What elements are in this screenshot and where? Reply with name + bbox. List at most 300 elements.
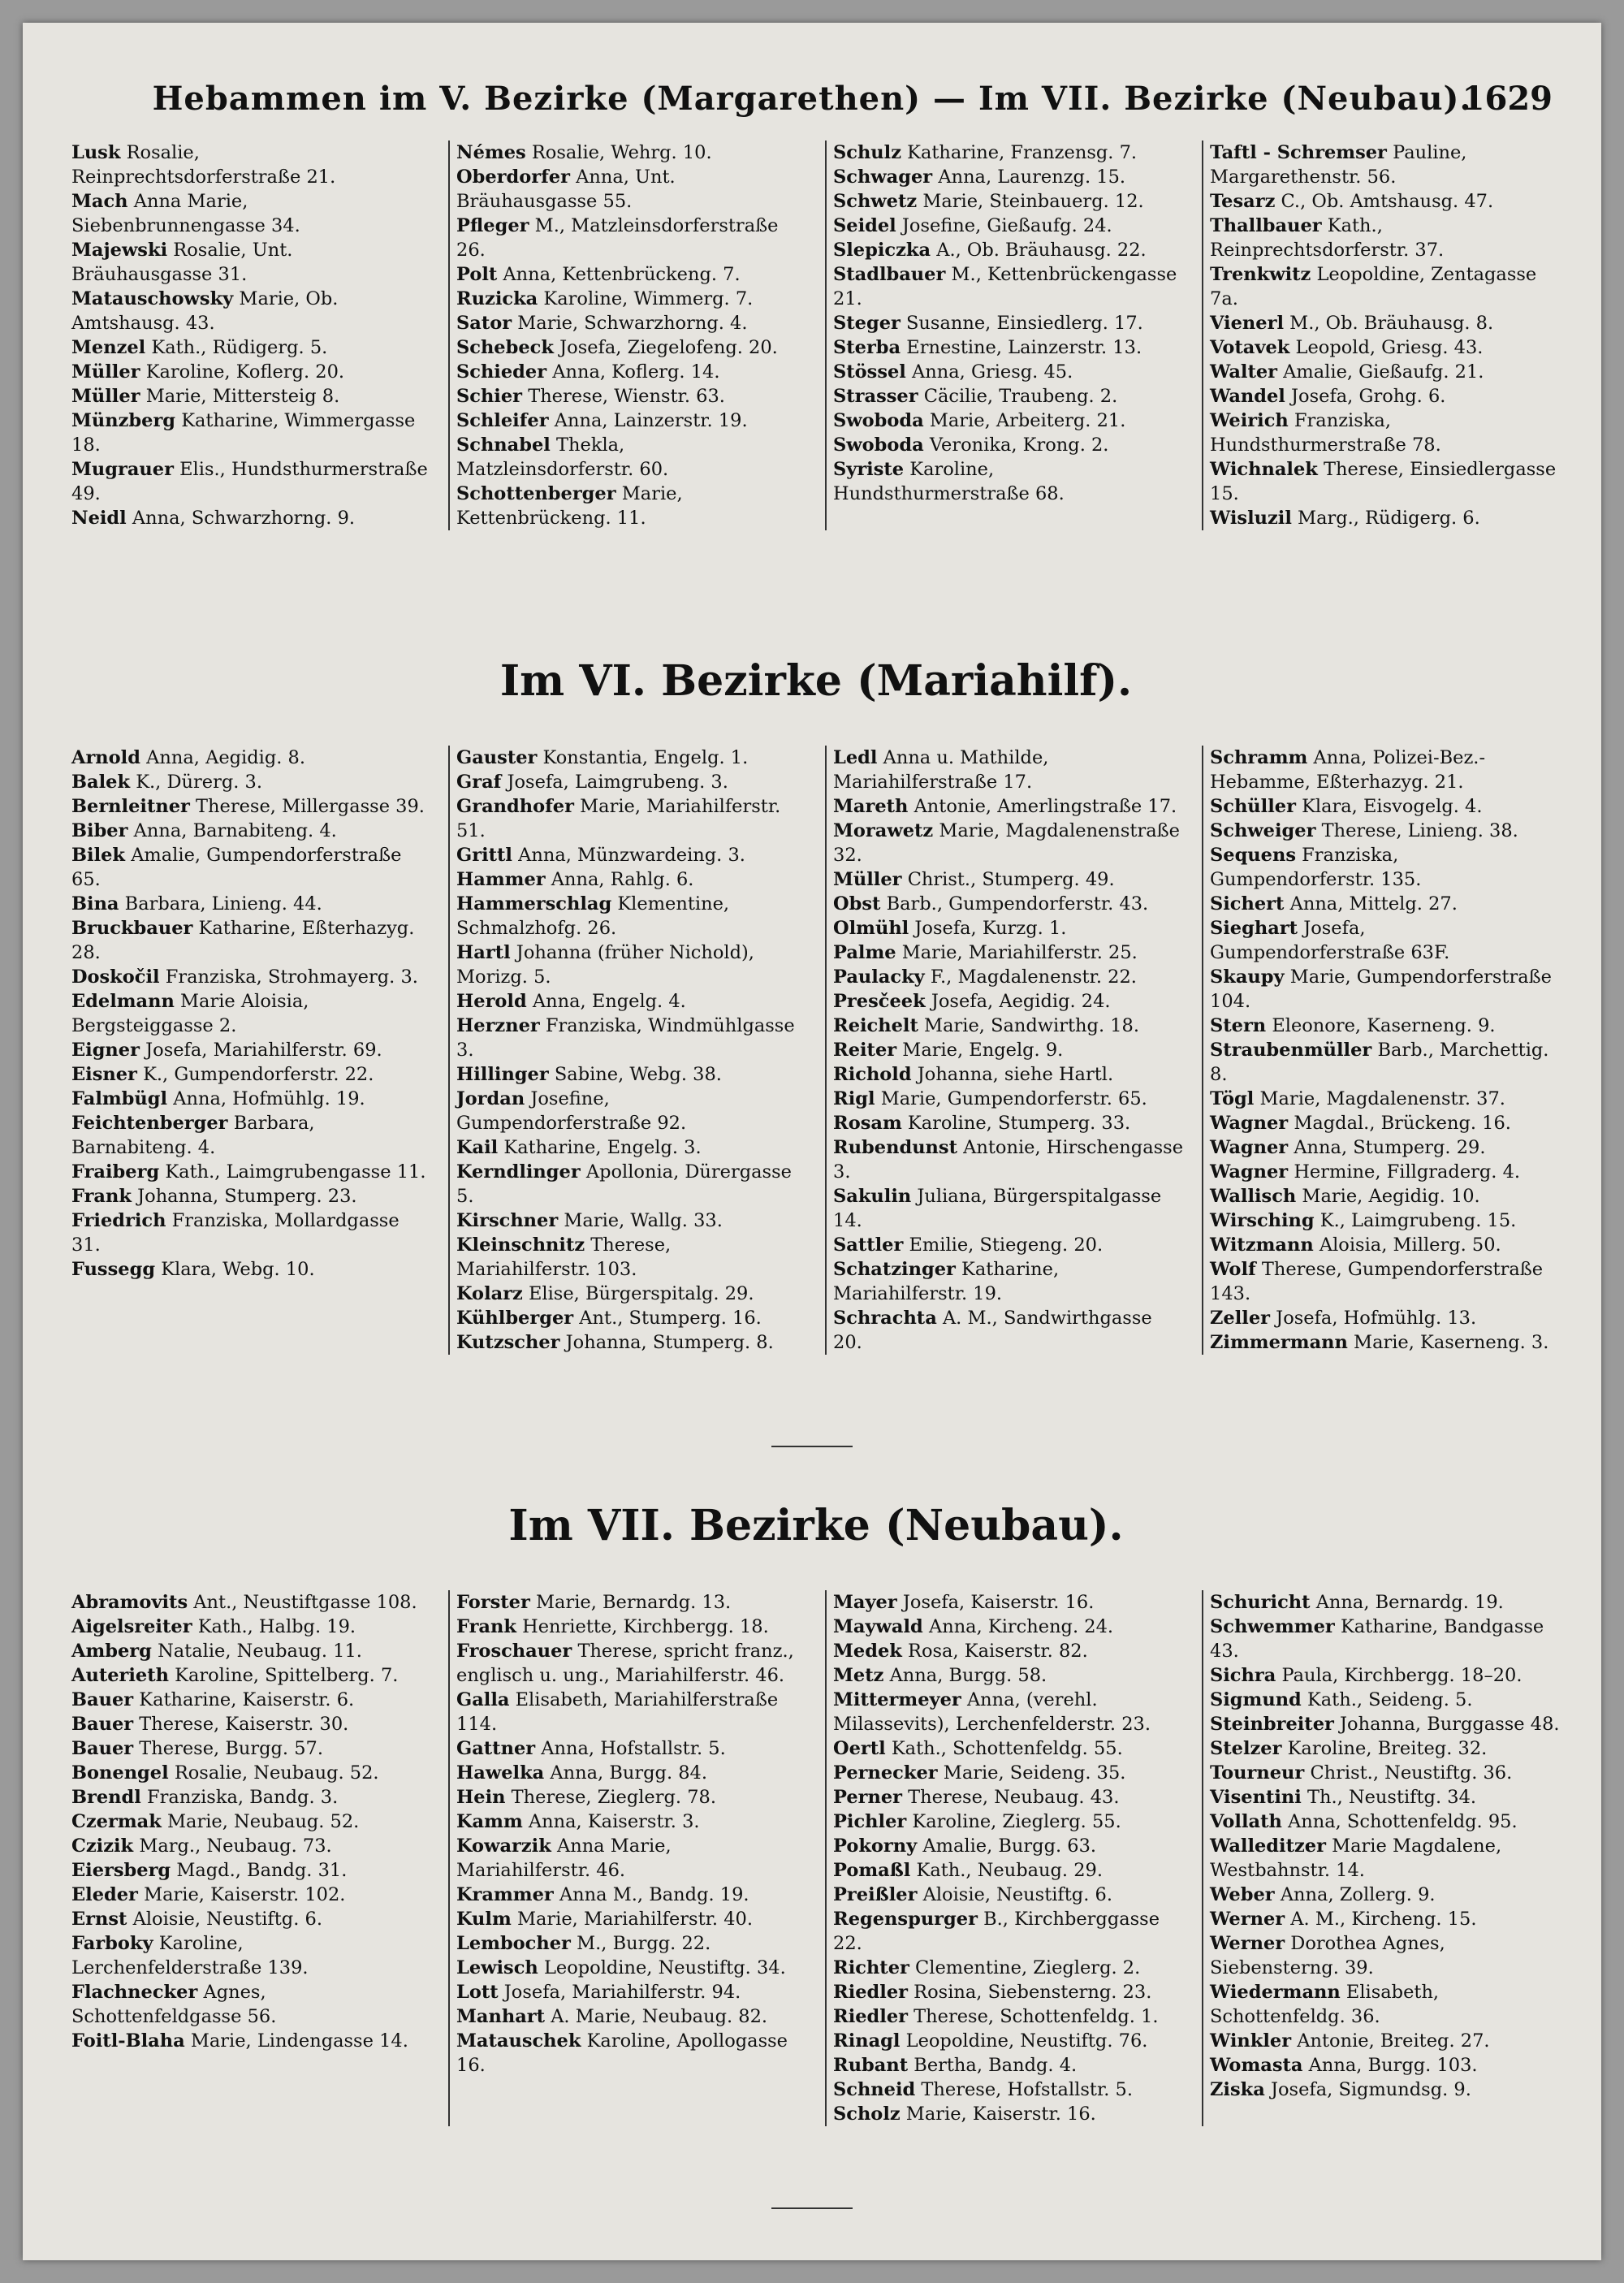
midwife-entry xyxy=(456,482,807,530)
midwife-surname: Stadlbauer xyxy=(833,264,946,285)
midwife-entry xyxy=(1210,746,1561,794)
midwife-surname: Schieder xyxy=(456,361,547,383)
midwife-details: Marie Aloisia, Bergsteiggasse 2. xyxy=(71,991,309,1036)
midwife-surname: Sichert xyxy=(1210,893,1285,914)
midwife-surname: Steinbreiter xyxy=(1210,1714,1334,1735)
midwife-details: Marie, Kaiserstr. 16. xyxy=(905,2104,1096,2125)
midwife-surname: Lewisch xyxy=(456,1957,538,1978)
midwife-surname: Eiersberg xyxy=(71,1860,171,1881)
directory-column xyxy=(1202,141,1561,530)
midwife-details: Eleonore, Kaserneng. 9. xyxy=(1272,1015,1496,1036)
midwife-details: Marie, Ob. Amtshausg. 43. xyxy=(71,288,339,334)
midwife-details: Pauline, Margarethenstr. 56. xyxy=(1210,142,1467,188)
midwife-entry xyxy=(833,1184,1184,1233)
midwife-entry xyxy=(456,141,807,165)
midwife-entry xyxy=(71,189,430,238)
midwife-entry xyxy=(833,1014,1184,1038)
midwife-entry xyxy=(833,1615,1184,1639)
midwife-details: Therese, Zieglerg. 78. xyxy=(511,1787,716,1808)
midwife-details: Marg., Rüdigerg. 6. xyxy=(1298,508,1480,529)
midwife-surname: Werner xyxy=(1210,1909,1285,1930)
midwife-details: Marie, Lindengasse 14. xyxy=(190,2030,408,2052)
divider-rule xyxy=(771,1446,853,1447)
midwife-details: Franziska, Hundsthurmerstraße 78. xyxy=(1210,410,1441,456)
midwife-surname: Bina xyxy=(71,893,119,914)
midwife-entry xyxy=(1210,794,1561,819)
midwife-surname: Pichler xyxy=(833,1811,907,1832)
midwife-surname: Tourneur xyxy=(1210,1762,1305,1784)
midwife-entry xyxy=(71,1907,430,1931)
midwife-entry xyxy=(71,1257,430,1282)
midwife-surname: Zeller xyxy=(1210,1308,1271,1329)
midwife-details: Anna, Lainzerstr. 19. xyxy=(554,410,748,431)
midwife-details: Juliana, Bürgerspitalgasse 14. xyxy=(833,1186,1162,1231)
midwife-details: Anna, (verehl. Milassevits), Lerchenfelderstr. 23. xyxy=(833,1689,1151,1735)
midwife-details: Marie, Mittersteig 8. xyxy=(145,386,340,407)
midwife-details: Clementine, Zieglerg. 2. xyxy=(915,1957,1141,1978)
midwife-surname: Medek xyxy=(833,1641,902,1662)
midwife-surname: Ruzicka xyxy=(456,288,538,309)
midwife-details: A. M., Sandwirthgasse 20. xyxy=(833,1308,1152,1353)
midwife-details: Kath., Seideng. 5. xyxy=(1307,1689,1473,1710)
midwife-details: Anna, Kaiserstr. 3. xyxy=(528,1811,700,1832)
midwife-details: Antonie, Amerlingstraße 17. xyxy=(914,796,1177,817)
midwife-surname: Eisner xyxy=(71,1064,137,1085)
midwife-entry xyxy=(833,2078,1184,2102)
midwife-surname: Strasser xyxy=(833,386,918,407)
midwife-entry xyxy=(1210,1761,1561,1785)
midwife-surname: Riedler xyxy=(833,2006,909,2027)
midwife-surname: Olmühl xyxy=(833,918,909,939)
midwife-details: Natalie, Neubaug. 11. xyxy=(158,1641,362,1662)
midwife-details: Karoline, Wimmerg. 7. xyxy=(543,288,754,309)
midwife-entry xyxy=(1210,1810,1561,1834)
midwife-details: Katharine, Engelg. 3. xyxy=(503,1137,702,1158)
midwife-surname: Kail xyxy=(456,1137,499,1158)
midwife-entry xyxy=(1210,1014,1561,1038)
midwife-surname: Swoboda xyxy=(833,435,924,456)
midwife-surname: Grittl xyxy=(456,845,512,866)
midwife-details: Leopoldine, Zentagasse 7a. xyxy=(1210,264,1537,309)
midwife-entry xyxy=(833,1111,1184,1135)
directory-column xyxy=(71,141,430,530)
midwife-surname: Riedler xyxy=(833,1982,909,2003)
midwife-entry xyxy=(1210,1785,1561,1810)
midwife-entry xyxy=(1210,1330,1561,1355)
midwife-details: Aloisie, Neustiftg. 6. xyxy=(922,1884,1112,1905)
midwife-entry xyxy=(1210,214,1561,262)
midwife-surname: Schüller xyxy=(1210,796,1296,817)
midwife-entry xyxy=(71,1160,430,1184)
midwife-surname: Mayer xyxy=(833,1592,897,1613)
midwife-surname: Sieghart xyxy=(1210,918,1298,939)
midwife-details: Barb., Gumpendorferstr. 43. xyxy=(886,893,1149,914)
midwife-surname: Biber xyxy=(71,820,128,841)
directory-column xyxy=(71,746,430,1355)
midwife-entry xyxy=(71,1038,430,1062)
midwife-details: M., Kettenbrückengasse 21. xyxy=(833,264,1177,309)
directory-column xyxy=(825,746,1184,1355)
midwife-surname: Werner xyxy=(1210,1933,1285,1954)
midwife-entry xyxy=(833,433,1184,457)
midwife-details: Anna, Barnabiteng. 4. xyxy=(133,820,337,841)
midwife-entry xyxy=(71,843,430,892)
midwife-surname: Hawelka xyxy=(456,1762,545,1784)
midwife-entry xyxy=(71,770,430,794)
midwife-details: Marie, Neubaug. 52. xyxy=(167,1811,360,1832)
midwife-entry xyxy=(833,238,1184,262)
midwife-entry xyxy=(71,1639,430,1663)
midwife-surname: Kamm xyxy=(456,1811,523,1832)
midwife-entry xyxy=(456,1785,807,1810)
midwife-entry xyxy=(833,457,1184,506)
midwife-surname: Schnabel xyxy=(456,435,551,456)
midwife-surname: Schulz xyxy=(833,142,901,163)
midwife-entry xyxy=(1210,2029,1561,2053)
midwife-surname: Hillinger xyxy=(456,1064,549,1085)
midwife-entry xyxy=(456,1810,807,1834)
midwife-entry xyxy=(1210,1160,1561,1184)
midwife-entry xyxy=(833,1956,1184,1980)
midwife-surname: Straubenmüller xyxy=(1210,1040,1372,1061)
midwife-entry xyxy=(456,1306,807,1330)
midwife-details: Marie, Steinbauerg. 12. xyxy=(922,191,1144,212)
midwife-entry xyxy=(71,916,430,965)
midwife-details: Antonie, Hirschengasse 3. xyxy=(833,1137,1184,1183)
midwife-surname: Menzel xyxy=(71,337,146,358)
midwife-entry xyxy=(1210,1834,1561,1883)
midwife-details: Barbara, Barnabiteng. 4. xyxy=(71,1113,315,1158)
midwife-entry xyxy=(1210,409,1561,457)
midwife-entry xyxy=(71,1736,430,1761)
midwife-details: Antonie, Breiteg. 27. xyxy=(1297,2030,1490,2052)
midwife-details: Anna, Burgg. 58. xyxy=(889,1665,1047,1686)
midwife-entry xyxy=(1210,1233,1561,1257)
midwife-surname: Müller xyxy=(71,361,140,383)
directory-column xyxy=(71,1590,430,2126)
midwife-details: Franziska, Gumpendorferstr. 135. xyxy=(1210,845,1422,890)
midwife-entry xyxy=(833,1883,1184,1907)
midwife-surname: Steger xyxy=(833,313,901,334)
midwife-details: Josefa, Sigmundsg. 9. xyxy=(1270,2079,1471,2100)
midwife-surname: Kirschner xyxy=(456,1210,559,1231)
midwife-entry xyxy=(456,1014,807,1062)
midwife-surname: Kerndlinger xyxy=(456,1161,581,1183)
midwife-entry xyxy=(456,770,807,794)
midwife-details: Henriette, Kirchbergg. 18. xyxy=(522,1616,769,1637)
midwife-details: Katharine, Eßterhazyg. 28. xyxy=(71,918,415,963)
section-vi-bezirk xyxy=(71,656,1561,1355)
midwife-surname: Manhart xyxy=(456,2006,546,2027)
midwife-details: Paula, Kirchbergg. 18–20. xyxy=(1281,1665,1522,1686)
midwife-surname: Thallbauer xyxy=(1210,215,1322,236)
midwife-surname: Hammerschlag xyxy=(456,893,612,914)
midwife-surname: Sequens xyxy=(1210,845,1296,866)
midwife-surname: Brendl xyxy=(71,1787,141,1808)
midwife-surname: Obst xyxy=(833,893,881,914)
midwife-entry xyxy=(71,1931,430,1980)
midwife-surname: Oberdorfer xyxy=(456,166,570,188)
midwife-surname: Schrachta xyxy=(833,1308,937,1329)
midwife-details: Rosalie, Reinprechtsdorferstraße 21. xyxy=(71,142,336,188)
midwife-surname: Wagner xyxy=(1210,1113,1289,1134)
midwife-details: Anna, Zollerg. 9. xyxy=(1280,1884,1436,1905)
midwife-entry xyxy=(1210,1306,1561,1330)
midwife-entry xyxy=(71,1663,430,1688)
midwife-surname: Froschauer xyxy=(456,1641,572,1662)
midwife-entry xyxy=(833,2102,1184,2126)
midwife-details: Magd., Bandg. 31. xyxy=(176,1860,348,1881)
midwife-entry xyxy=(71,989,430,1038)
midwife-entry xyxy=(71,794,430,819)
midwife-surname: Sakulin xyxy=(833,1186,912,1207)
midwife-surname: Perner xyxy=(833,1787,903,1808)
midwife-entry xyxy=(71,1712,430,1736)
midwife-entry xyxy=(71,1590,430,1615)
midwife-surname: Wagner xyxy=(1210,1161,1289,1183)
midwife-details: M., Burgg. 22. xyxy=(577,1933,711,1954)
midwife-details: Katharine, Mariahilferstr. 19. xyxy=(833,1259,1060,1304)
midwife-entry xyxy=(1210,262,1561,311)
divider-rule xyxy=(771,2207,853,2209)
midwife-surname: Jordan xyxy=(456,1088,525,1109)
midwife-entry xyxy=(833,1858,1184,1883)
midwife-entry xyxy=(456,1087,807,1135)
midwife-entry xyxy=(71,1883,430,1907)
midwife-details: Amalie, Gießaufg. 21. xyxy=(1283,361,1484,383)
midwife-details: Josefa, Hofmühlg. 13. xyxy=(1276,1308,1477,1329)
midwife-entry xyxy=(833,1233,1184,1257)
midwife-surname: Hein xyxy=(456,1787,506,1808)
midwife-details: Marie, Mariahilferstr. 51. xyxy=(456,796,781,841)
midwife-entry xyxy=(71,1111,430,1160)
midwife-details: Marie, Arbeiterg. 21. xyxy=(929,410,1126,431)
midwife-entry xyxy=(1210,1663,1561,1688)
midwife-details: Dorothea Agnes, Siebensterng. 39. xyxy=(1210,1933,1445,1978)
midwife-entry xyxy=(1210,1590,1561,1615)
midwife-entry xyxy=(833,335,1184,360)
midwife-surname: Scholz xyxy=(833,2104,901,2125)
midwife-details: Veronika, Krong. 2. xyxy=(929,435,1109,456)
midwife-surname: Rubendunst xyxy=(833,1137,957,1158)
midwife-surname: Galla xyxy=(456,1689,510,1710)
midwife-details: Therese, Burgg. 57. xyxy=(139,1738,324,1759)
midwife-entry xyxy=(456,1590,807,1615)
midwife-entry xyxy=(456,1883,807,1907)
midwife-details: Katharine, Bandgasse 43. xyxy=(1210,1616,1544,1662)
midwife-details: Marie, Magdalenenstraße 32. xyxy=(833,820,1180,866)
midwife-entry xyxy=(833,892,1184,916)
midwife-details: Johanna, Burggasse 48. xyxy=(1340,1714,1560,1735)
midwife-surname: Amberg xyxy=(71,1641,152,1662)
midwife-entry xyxy=(833,384,1184,409)
midwife-surname: Eigner xyxy=(71,1040,140,1061)
midwife-entry xyxy=(456,1931,807,1956)
midwife-surname: Winkler xyxy=(1210,2030,1292,2052)
midwife-entry xyxy=(71,409,430,457)
midwife-entry xyxy=(833,1087,1184,1111)
midwife-entry xyxy=(456,1736,807,1761)
midwife-entry xyxy=(1210,1135,1561,1160)
midwife-surname: Frank xyxy=(71,1186,132,1207)
midwife-surname: Münzberg xyxy=(71,410,176,431)
midwife-surname: Schweiger xyxy=(1210,820,1316,841)
midwife-entry xyxy=(833,1062,1184,1087)
midwife-details: Marie, Mariahilferstr. 40. xyxy=(516,1909,754,1930)
midwife-details: Marie, Sandwirthg. 18. xyxy=(924,1015,1140,1036)
midwife-surname: Bauer xyxy=(71,1738,134,1759)
midwife-details: A., Ob. Bräuhausg. 22. xyxy=(936,240,1147,261)
midwife-details: Marie, Aegidig. 10. xyxy=(1302,1186,1480,1207)
directory-page xyxy=(23,23,1601,2260)
midwife-details: Josefa, Ziegelofeng. 20. xyxy=(559,337,778,358)
midwife-details: Th., Neustiftg. 34. xyxy=(1307,1787,1477,1808)
midwife-details: Anna, Münzwardeing. 3. xyxy=(518,845,745,866)
midwife-details: Franziska, Mollardgasse 31. xyxy=(71,1210,400,1256)
midwife-entry xyxy=(833,1907,1184,1956)
midwife-surname: Foitl-Blaha xyxy=(71,2030,185,2052)
midwife-details: Leopoldine, Neustiftg. 76. xyxy=(905,2030,1148,2052)
midwife-entry xyxy=(71,892,430,916)
midwife-entry xyxy=(1210,1111,1561,1135)
columns xyxy=(71,1590,1561,2126)
midwife-entry xyxy=(833,1736,1184,1761)
midwife-details: Anna, Kettenbrückeng. 7. xyxy=(503,264,741,285)
midwife-entry xyxy=(1210,384,1561,409)
midwife-entry xyxy=(71,360,430,384)
midwife-details: Amalie, Burgg. 63. xyxy=(922,1835,1097,1857)
midwife-surname: Sterba xyxy=(833,337,901,358)
midwife-entry xyxy=(1210,916,1561,965)
midwife-details: M., Matzleinsdorferstraße 26. xyxy=(456,215,779,261)
midwife-entry xyxy=(456,843,807,867)
midwife-surname: Schleifer xyxy=(456,410,549,431)
midwife-details: Anna, Kircheng. 24. xyxy=(928,1616,1114,1637)
midwife-details: Josefine, Gumpendorferstraße 92. xyxy=(456,1088,687,1134)
midwife-surname: Wagner xyxy=(1210,1137,1289,1158)
midwife-entry xyxy=(456,1615,807,1639)
midwife-surname: Womasta xyxy=(1210,2055,1303,2076)
midwife-entry xyxy=(456,1761,807,1785)
midwife-surname: Doskočil xyxy=(71,966,160,988)
columns xyxy=(71,141,1561,530)
midwife-surname: Matauschowsky xyxy=(71,288,234,309)
midwife-entry xyxy=(71,1062,430,1087)
midwife-surname: Herzner xyxy=(456,1015,540,1036)
midwife-surname: Graf xyxy=(456,772,502,793)
midwife-surname: Némes xyxy=(456,142,526,163)
midwife-entry xyxy=(833,2053,1184,2078)
midwife-entry xyxy=(456,1980,807,2004)
midwife-details: Leopold, Griesg. 43. xyxy=(1295,337,1484,358)
midwife-surname: Müller xyxy=(833,869,902,890)
midwife-details: Marie, Seideng. 35. xyxy=(943,1762,1126,1784)
midwife-surname: Majewski xyxy=(71,240,168,261)
midwife-entry xyxy=(71,457,430,506)
midwife-entry xyxy=(833,1663,1184,1688)
midwife-details: Marie, Kettenbrückeng. 11. xyxy=(456,483,683,529)
midwife-entry xyxy=(1210,1209,1561,1233)
midwife-surname: Wisluzil xyxy=(1210,508,1292,529)
midwife-details: Katharine, Wimmergasse 18. xyxy=(71,410,416,456)
midwife-entry xyxy=(456,214,807,262)
midwife-entry xyxy=(1210,1184,1561,1209)
midwife-details: Kath., Reinprechtsdorferstr. 37. xyxy=(1210,215,1445,261)
midwife-surname: Morawetz xyxy=(833,820,934,841)
midwife-entry xyxy=(71,1688,430,1712)
midwife-entry xyxy=(1210,892,1561,916)
midwife-surname: Regenspurger xyxy=(833,1909,978,1930)
midwife-details: Therese, Einsiedlergasse 15. xyxy=(1210,459,1557,504)
midwife-entry xyxy=(71,2029,430,2053)
midwife-surname: Richter xyxy=(833,1957,909,1978)
midwife-surname: Preißler xyxy=(833,1884,918,1905)
midwife-surname: Ledl xyxy=(833,747,878,768)
midwife-surname: Mareth xyxy=(833,796,909,817)
midwife-entry xyxy=(1210,1038,1561,1087)
midwife-surname: Bauer xyxy=(71,1714,134,1735)
midwife-surname: Tesarz xyxy=(1210,191,1276,212)
midwife-surname: Sigmund xyxy=(1210,1689,1302,1710)
midwife-entry xyxy=(71,1858,430,1883)
midwife-surname: Grandhofer xyxy=(456,796,574,817)
midwife-entry xyxy=(833,360,1184,384)
midwife-entry xyxy=(1210,1087,1561,1111)
midwife-surname: Edelmann xyxy=(71,991,175,1012)
midwife-entry xyxy=(71,1810,430,1834)
midwife-surname: Paulacky xyxy=(833,966,925,988)
midwife-surname: Wandel xyxy=(1210,386,1285,407)
midwife-details: Sabine, Webg. 38. xyxy=(554,1064,722,1085)
midwife-entry xyxy=(1210,1883,1561,1907)
midwife-details: C., Ob. Amtshausg. 47. xyxy=(1281,191,1494,212)
midwife-surname: Frank xyxy=(456,1616,516,1637)
midwife-surname: Vollath xyxy=(1210,1811,1282,1832)
midwife-entry xyxy=(1210,819,1561,843)
midwife-details: Anna, Rahlg. 6. xyxy=(551,869,694,890)
midwife-surname: Votavek xyxy=(1210,337,1290,358)
midwife-details: B., Kirchberggasse 22. xyxy=(833,1909,1160,1954)
midwife-surname: Presčeek xyxy=(833,991,926,1012)
midwife-details: Anna, Griesg. 45. xyxy=(912,361,1073,383)
midwife-surname: Forster xyxy=(456,1592,530,1613)
midwife-entry xyxy=(833,965,1184,989)
midwife-details: Anna, Schwarzhorng. 9. xyxy=(132,508,356,529)
midwife-details: Thekla, Matzleinsdorferstr. 60. xyxy=(456,435,669,480)
midwife-details: Bertha, Bandg. 4. xyxy=(914,2055,1078,2076)
midwife-entry xyxy=(456,1135,807,1160)
midwife-details: Marie, Wallg. 33. xyxy=(564,1210,723,1231)
midwife-entry xyxy=(833,1761,1184,1785)
midwife-details: Marie, Schwarzhorng. 4. xyxy=(517,313,748,334)
midwife-details: Barbara, Linieng. 44. xyxy=(124,893,322,914)
midwife-surname: Balek xyxy=(71,772,131,793)
section-heading: Im VII. Bezirke (Neubau). xyxy=(508,1501,1124,1550)
directory-column xyxy=(825,1590,1184,2126)
midwife-entry xyxy=(71,1209,430,1257)
midwife-entry xyxy=(456,1688,807,1736)
midwife-surname: Tögl xyxy=(1210,1088,1255,1109)
midwife-details: Josefa, Laimgrubeng. 3. xyxy=(507,772,728,793)
midwife-entry xyxy=(456,1209,807,1233)
midwife-entry xyxy=(456,262,807,287)
midwife-surname: Wallisch xyxy=(1210,1186,1297,1207)
midwife-surname: Schier xyxy=(456,386,523,407)
midwife-details: Josefa, Aegidig. 24. xyxy=(931,991,1111,1012)
midwife-entry xyxy=(456,2004,807,2029)
midwife-surname: Wichnalek xyxy=(1210,459,1318,480)
midwife-surname: Kleinschnitz xyxy=(456,1234,585,1256)
